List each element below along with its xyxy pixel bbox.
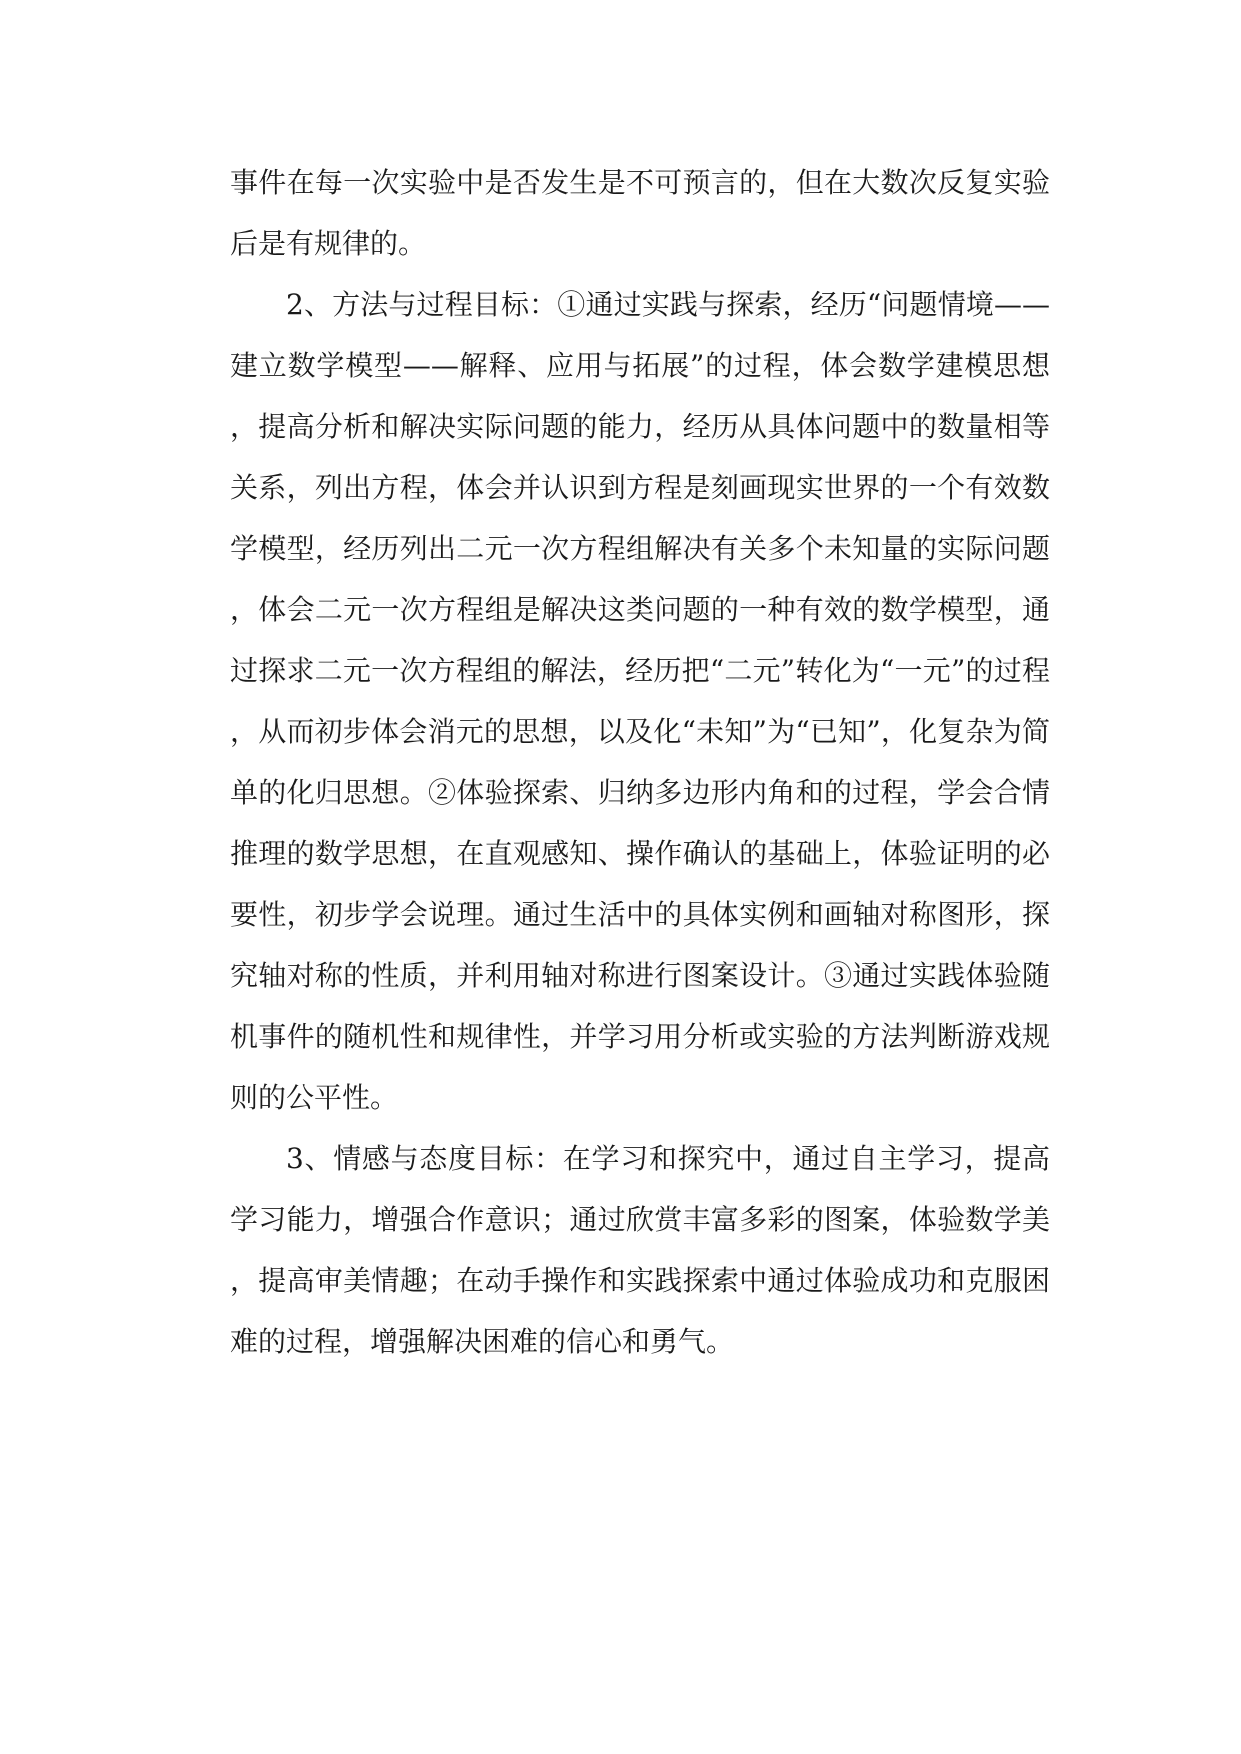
paragraph-method-process-goals: 2、方法与过程目标：①通过实践与探索，经历“问题情境——建立数学模型——解释、应用与拓展”的过程，体会数学建模思想，提高分析和解决实际问题的能力，经历从具体问题中的数量相等关系，列出方程，体会并认识到方程是刻画现实世界的一个有效数学模型，经历列出二元一次方程组解决有关多个未知量的实际问题，体会二元一次方程组是解决这类问题的一种有效的数学模型，通过探求二元一次方程组的解法，经历把“二元”转化为“一元”的过程，从而初步体会消元的思想，以及化“未知”为“已知”，化复杂为简单的化归思想。②体验探索、归纳多边形内角和的过程，学会合情推理的数学思想，在直观感知、操作确认的基础上，体验证明的必要性，初步学会说理。通过生活中的具体实例和画轴对称图形，探究轴对称的性质，并利用轴对称进行图案设计。③通过实践体验随机事件的随机性和规律性，并学习用分析或实验的方法判断游戏规则的公平性。 xyxy=(230,288,1050,1114)
paragraph-emotion-attitude-goals: 3、情感与态度目标：在学习和探究中，通过自主学习，提高学习能力，增强合作意识；通过欣赏丰富多彩的图案，体验数学美，提高审美情趣；在动手操作和实践探索中通过体验成功和克服困难的过程，增强解决困难的信心和勇气。 xyxy=(230,1142,1050,1358)
paragraph-continuation: 事件在每一次实验中是否发生是不可预言的，但在大数次反复实验后是有规律的。 xyxy=(230,166,1050,260)
document-body xyxy=(230,152,1050,1372)
